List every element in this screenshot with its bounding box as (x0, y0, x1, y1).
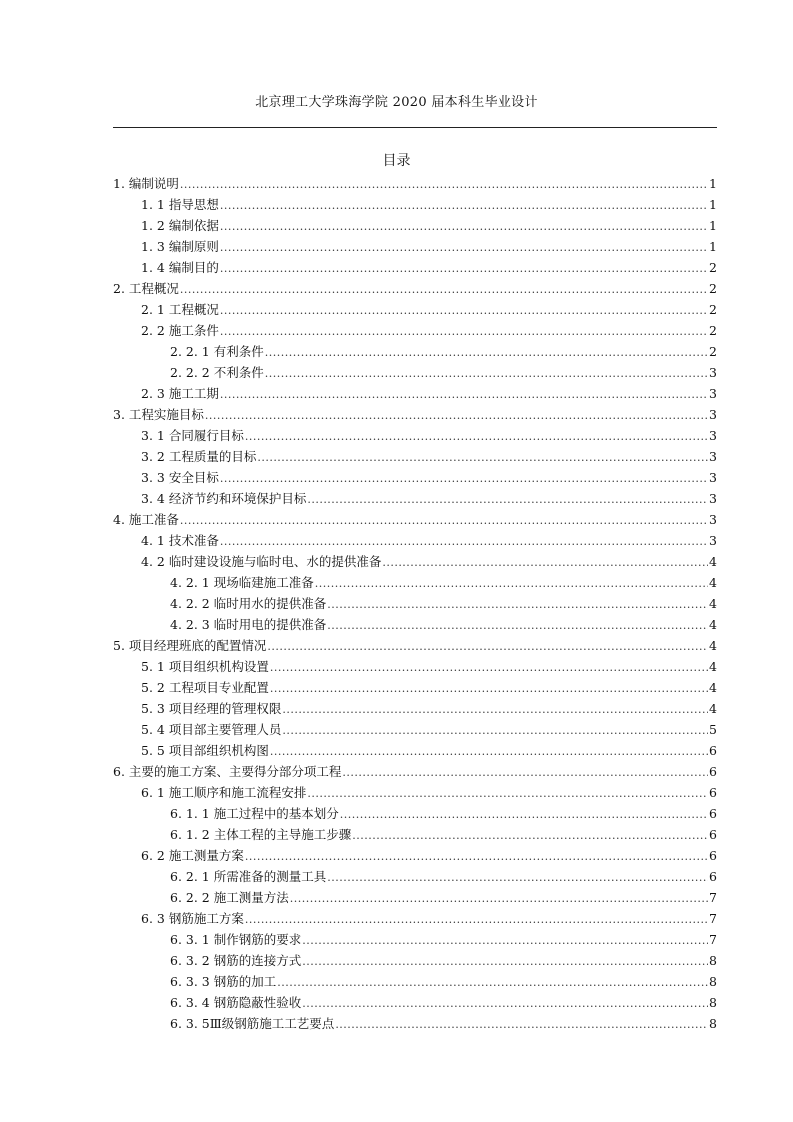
toc-entry[interactable] (113, 929, 717, 950)
toc-entry-title: 2. 1 工程概况 (141, 302, 219, 317)
toc-entry[interactable] (113, 887, 717, 908)
toc-dot-leader (315, 573, 708, 594)
toc-entry[interactable] (113, 719, 717, 740)
toc-dot-leader (265, 342, 708, 363)
toc-dot-leader (270, 657, 708, 678)
toc-page-number: 4 (709, 596, 717, 611)
toc-page-number: 4 (709, 659, 717, 674)
toc-page-number: 6 (709, 827, 717, 842)
toc-entry[interactable] (113, 761, 717, 782)
toc-page-number: 3 (709, 512, 717, 527)
toc-entry[interactable] (113, 971, 717, 992)
toc-page-number: 6 (709, 806, 717, 821)
toc-entry[interactable] (113, 341, 717, 362)
toc-dot-leader (307, 783, 708, 804)
toc-page-number: 2 (709, 302, 717, 317)
toc-entry-title: 1. 4 编制目的 (141, 260, 219, 275)
toc-dot-leader (327, 867, 708, 888)
toc-entry-title: 6. 3. 1 制作钢筋的要求 (170, 932, 302, 947)
toc-dot-leader (220, 300, 708, 321)
toc-page-number: 1 (709, 218, 717, 233)
toc-entry[interactable] (113, 908, 717, 929)
toc-entry-title: 3. 4 经济节约和环境保护目标 (141, 491, 307, 506)
toc-dot-leader (335, 1014, 708, 1035)
toc-entry-title: 4. 1 技术准备 (141, 533, 219, 548)
toc-dot-leader (282, 720, 708, 741)
toc-page-number: 2 (709, 323, 717, 338)
toc-dot-leader (327, 594, 708, 615)
toc-entry-title: 2. 2 施工条件 (141, 323, 219, 338)
toc-dot-leader (342, 762, 708, 783)
toc-entry-title: 4. 2. 2 临时用水的提供准备 (170, 596, 327, 611)
toc-entry-title: 6. 3. 4 钢筋隐蔽性验收 (170, 995, 302, 1010)
toc-entry[interactable] (113, 593, 717, 614)
toc-entry[interactable] (113, 299, 717, 320)
toc-dot-leader (245, 846, 708, 867)
toc-entry-title: 5. 4 项目部主要管理人员 (141, 722, 282, 737)
toc-page-number: 4 (709, 575, 717, 590)
toc-page-number: 8 (709, 953, 717, 968)
toc-entry[interactable] (113, 866, 717, 887)
toc-page-number: 4 (709, 554, 717, 569)
toc-entry[interactable] (113, 173, 717, 194)
toc-entry-title: 3. 2 工程质量的目标 (141, 449, 257, 464)
toc-dot-leader (220, 216, 708, 237)
toc-entry-title: 2. 2. 2 不利条件 (170, 365, 264, 380)
toc-entry-title: 5. 3 项目经理的管理权限 (141, 701, 282, 716)
toc-entry[interactable] (113, 488, 717, 509)
toc-entry-title: 4. 2 临时建设设施与临时电、水的提供准备 (141, 554, 382, 569)
toc-dot-leader (302, 993, 708, 1014)
toc-page-number: 6 (709, 764, 717, 779)
toc-title: 目录 (382, 153, 411, 169)
toc-dot-leader (180, 279, 708, 300)
toc-entry[interactable] (113, 530, 717, 551)
toc-entry-title: 5. 2 工程项目专业配置 (141, 680, 269, 695)
toc-entry[interactable] (113, 278, 717, 299)
table-of-contents (113, 173, 717, 1034)
toc-page-number: 1 (709, 239, 717, 254)
toc-entry-title: 6. 1. 2 主体工程的主导施工步骤 (170, 827, 352, 842)
toc-entry-title: 1. 编制说明 (113, 176, 179, 191)
toc-entry[interactable] (113, 257, 717, 278)
toc-entry[interactable] (113, 677, 717, 698)
toc-page-number: 6 (709, 869, 717, 884)
toc-page-number: 5 (709, 722, 717, 737)
toc-dot-leader (257, 447, 708, 468)
toc-dot-leader (277, 972, 708, 993)
toc-entry-title: 6. 3. 5Ⅲ级钢筋施工工艺要点 (170, 1016, 335, 1031)
toc-page-number: 2 (709, 260, 717, 275)
toc-dot-leader (220, 258, 708, 279)
toc-page-number: 2 (709, 344, 717, 359)
toc-page-number: 3 (709, 533, 717, 548)
toc-entry-title: 1. 1 指导思想 (141, 197, 219, 212)
toc-entry-title: 6. 2 施工测量方案 (141, 848, 244, 863)
toc-page-number: 4 (709, 617, 717, 632)
toc-page-number: 1 (709, 176, 717, 191)
toc-entry-title: 1. 2 编制依据 (141, 218, 219, 233)
toc-entry-title: 2. 3 施工工期 (141, 386, 219, 401)
toc-entry-title: 5. 1 项目组织机构设置 (141, 659, 269, 674)
toc-dot-leader (382, 552, 708, 573)
toc-dot-leader (220, 321, 708, 342)
toc-page-number: 3 (709, 449, 717, 464)
toc-entry[interactable] (113, 950, 717, 971)
toc-entry[interactable] (113, 383, 717, 404)
toc-entry[interactable] (113, 215, 717, 236)
toc-dot-leader (302, 930, 708, 951)
toc-entry-title: 2. 2. 1 有利条件 (170, 344, 264, 359)
toc-entry[interactable] (113, 425, 717, 446)
toc-page-number: 8 (709, 995, 717, 1010)
toc-page-number: 3 (709, 428, 717, 443)
toc-page-number: 7 (709, 932, 717, 947)
toc-page-number: 2 (709, 281, 717, 296)
toc-entry-title: 4. 2. 3 临时用电的提供准备 (170, 617, 327, 632)
toc-page-number: 3 (709, 386, 717, 401)
toc-entry[interactable] (113, 362, 717, 383)
toc-dot-leader (270, 678, 708, 699)
header-divider (113, 127, 717, 128)
toc-entry[interactable] (113, 467, 717, 488)
toc-dot-leader (180, 510, 708, 531)
toc-page-number: 8 (709, 1016, 717, 1031)
toc-entry-title: 4. 施工准备 (113, 512, 179, 527)
toc-entry-title: 5. 项目经理班底的配置情况 (113, 638, 267, 653)
toc-entry-title: 6. 1 施工顺序和施工流程安排 (141, 785, 307, 800)
toc-dot-leader (205, 405, 708, 426)
toc-page-number: 4 (709, 680, 717, 695)
toc-entry[interactable] (113, 845, 717, 866)
toc-entry-title: 6. 3. 2 钢筋的连接方式 (170, 953, 302, 968)
toc-entry[interactable] (113, 236, 717, 257)
toc-dot-leader (302, 951, 708, 972)
toc-entry[interactable] (113, 320, 717, 341)
toc-entry[interactable] (113, 803, 717, 824)
toc-entry-title: 6. 1. 1 施工过程中的基本划分 (170, 806, 339, 821)
toc-entry[interactable] (113, 404, 717, 425)
toc-page-number: 3 (709, 365, 717, 380)
toc-page-number: 7 (709, 890, 717, 905)
toc-page-number: 6 (709, 785, 717, 800)
toc-dot-leader (307, 489, 708, 510)
toc-dot-leader (245, 909, 708, 930)
toc-entry-title: 2. 工程概况 (113, 281, 179, 296)
page-header: 北京理工大学珠海学院 2020 届本科生毕业设计 (255, 95, 538, 110)
toc-page-number: 3 (709, 470, 717, 485)
toc-entry-title: 1. 3 编制原则 (141, 239, 219, 254)
toc-dot-leader (327, 615, 708, 636)
toc-dot-leader (290, 888, 708, 909)
toc-dot-leader (282, 699, 708, 720)
toc-entry-title: 4. 2. 1 现场临建施工准备 (170, 575, 314, 590)
toc-dot-leader (270, 741, 708, 762)
toc-dot-leader (267, 636, 708, 657)
toc-entry[interactable] (113, 1013, 717, 1034)
toc-entry[interactable] (113, 740, 717, 761)
toc-dot-leader (220, 531, 708, 552)
toc-page-number: 6 (709, 743, 717, 758)
toc-entry[interactable] (113, 656, 717, 677)
toc-page-number: 6 (709, 848, 717, 863)
toc-entry-title: 6. 2. 2 施工测量方法 (170, 890, 289, 905)
toc-dot-leader (220, 468, 708, 489)
toc-entry[interactable] (113, 509, 717, 530)
toc-page-number: 3 (709, 491, 717, 506)
toc-entry[interactable] (113, 551, 717, 572)
toc-entry-title: 6. 3 钢筋施工方案 (141, 911, 244, 926)
toc-dot-leader (180, 174, 708, 195)
toc-dot-leader (265, 363, 708, 384)
toc-dot-leader (220, 384, 708, 405)
toc-entry-title: 6. 2. 1 所需准备的测量工具 (170, 869, 327, 884)
toc-entry[interactable] (113, 446, 717, 467)
toc-dot-leader (352, 825, 708, 846)
toc-page-number: 4 (709, 701, 717, 716)
toc-entry[interactable] (113, 782, 717, 803)
toc-entry[interactable] (113, 635, 717, 656)
toc-dot-leader (220, 195, 708, 216)
toc-entry[interactable] (113, 824, 717, 845)
toc-page-number: 4 (709, 638, 717, 653)
toc-entry-title: 6. 3. 3 钢筋的加工 (170, 974, 277, 989)
toc-page-number: 1 (709, 197, 717, 212)
toc-page-number: 7 (709, 911, 717, 926)
toc-dot-leader (220, 237, 708, 258)
toc-page-number: 3 (709, 407, 717, 422)
toc-entry-title: 3. 3 安全目标 (141, 470, 219, 485)
toc-entry-title: 6. 主要的施工方案、主要得分部分项工程 (113, 764, 342, 779)
toc-entry[interactable] (113, 572, 717, 593)
toc-entry-title: 3. 工程实施目标 (113, 407, 204, 422)
toc-dot-leader (340, 804, 708, 825)
toc-entry[interactable] (113, 194, 717, 215)
toc-entry-title: 3. 1 合同履行目标 (141, 428, 244, 443)
toc-page-number: 8 (709, 974, 717, 989)
toc-dot-leader (245, 426, 708, 447)
toc-entry[interactable] (113, 614, 717, 635)
toc-entry[interactable] (113, 698, 717, 719)
toc-entry-title: 5. 5 项目部组织机构图 (141, 743, 269, 758)
toc-entry[interactable] (113, 992, 717, 1013)
